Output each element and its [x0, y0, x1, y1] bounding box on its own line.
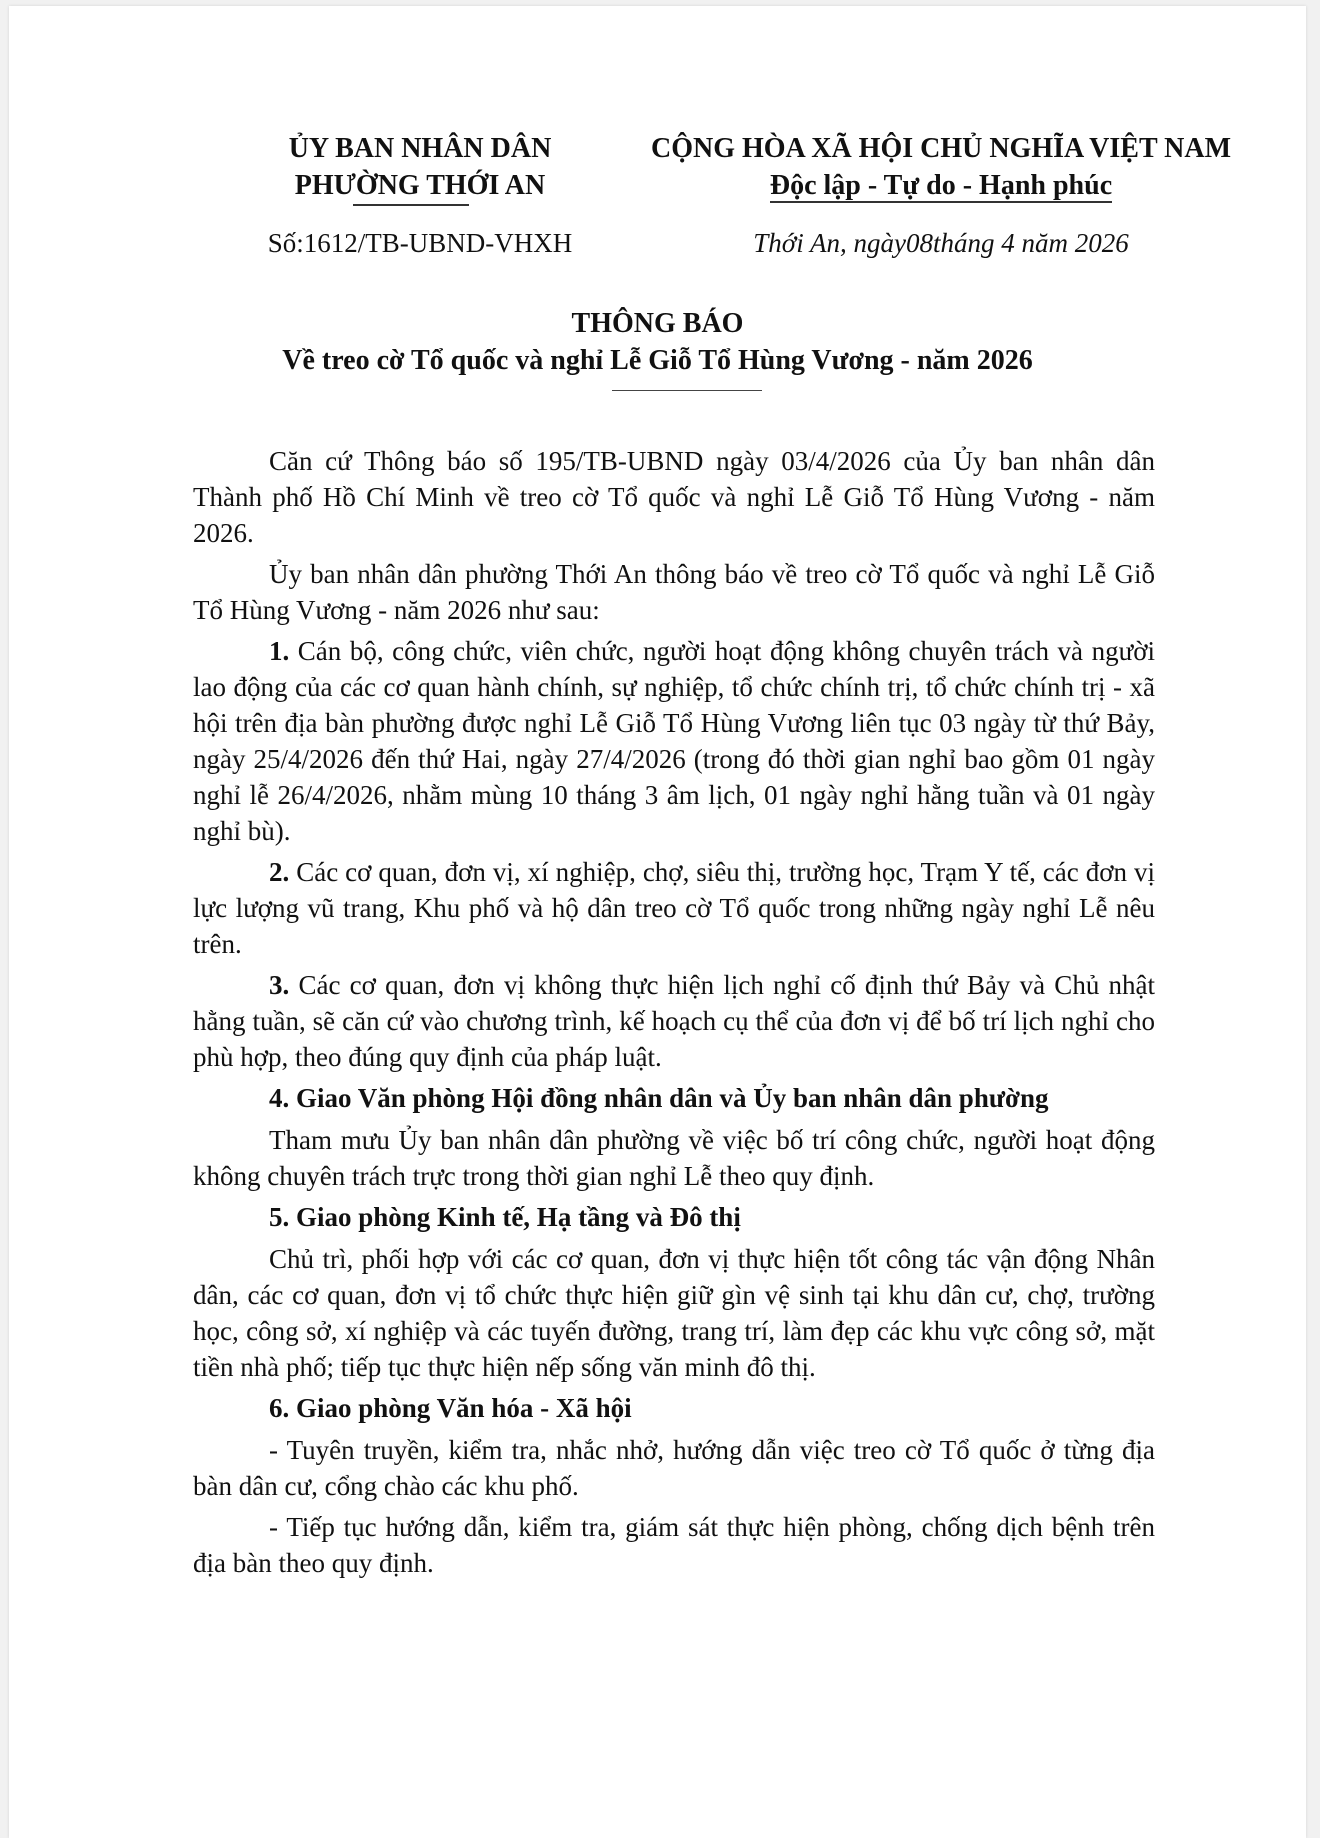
national-motto: Độc lập - Tự do - Hạnh phúc	[769, 170, 1113, 201]
place-date: Thới An, ngày08tháng 4 năm 2026	[753, 228, 1129, 258]
item-4-heading: 4. Giao Văn phòng Hội đồng nhân dân và Ủy ban nhân dân phường	[269, 1083, 1049, 1113]
item-3	[193, 967, 1155, 1075]
document-body	[193, 443, 1155, 1586]
item-2	[193, 854, 1155, 962]
item-1	[193, 633, 1155, 849]
item-4-text: Tham mưu Ủy ban nhân dân phường về việc bố trí công chức, người hoạt động không chuyên trách trực trong thời gian nghỉ Lễ theo quy định.	[193, 1125, 1155, 1191]
document-number: Số:1612/TB-UBND-VHXH	[267, 228, 573, 258]
item-6-bullet-2: - Tiếp tục hướng dẫn, kiểm tra, giám sát thực hiện phòng, chống dịch bệnh trên địa bàn theo quy định.	[193, 1512, 1155, 1578]
item-2-text: Các cơ quan, đơn vị, xí nghiệp, chợ, siêu thị, trường học, Trạm Y tế, các đơn vị lực lượng vũ trang, Khu phố và hộ dân treo cờ Tổ quốc trong những ngày nghỉ Lễ nêu trên.	[193, 857, 1155, 959]
intro-paragraph: Ủy ban nhân dân phường Thới An thông báo về treo cờ Tổ quốc và nghỉ Lễ Giỗ Tổ Hùng Vương - năm 2026 như sau:	[193, 559, 1155, 625]
agency-line-1: ỦY BAN NHÂN DÂN	[288, 133, 552, 164]
agency-line-2: PHƯỜNG THỚI AN	[294, 170, 546, 201]
item-2-number: 2.	[269, 857, 290, 887]
item-1-number: 1.	[269, 636, 290, 666]
item-6-heading: 6. Giao phòng Văn hóa - Xã hội	[269, 1393, 632, 1423]
item-3-number: 3.	[269, 970, 290, 1000]
issuing-agency	[231, 130, 609, 204]
document-page	[9, 6, 1306, 1838]
item-6-bullet-1: - Tuyên truyền, kiểm tra, nhắc nhở, hướng dẫn việc treo cờ Tổ quốc ở từng địa bàn dân cư, cổng chào các khu phố.	[193, 1435, 1155, 1501]
item-5-text: Chủ trì, phối hợp với các cơ quan, đơn vị thực hiện tốt công tác vận động Nhân dân, các cơ quan, đơn vị tổ chức thực hiện giữ gìn vệ sinh tại khu dân cư, chợ, trường học, công sở, xí nghiệp và các tuyến đường, trang trí, làm đẹp các khu vực công sở, mặt tiền nhà phố; tiếp tục thực hiện nếp sống văn minh đô thị.	[193, 1244, 1155, 1382]
document-subtitle: Về treo cờ Tổ quốc và nghỉ Lễ Giỗ Tổ Hùng Vương - năm 2026	[282, 345, 1033, 376]
country-name: CỘNG HÒA XÃ HỘI CHỦ NGHĨA VIỆT NAM	[650, 133, 1232, 164]
title-divider	[612, 390, 762, 391]
preamble-paragraph: Căn cứ Thông báo số 195/TB-UBND ngày 03/4/2026 của Ủy ban nhân dân Thành phố Hồ Chí Minh về treo cờ Tổ quốc và nghỉ Lễ Giỗ Tổ Hùng Vương - năm 2026.	[193, 446, 1155, 548]
item-3-text: Các cơ quan, đơn vị không thực hiện lịch nghỉ cố định thứ Bảy và Chủ nhật hằng tuần, sẽ căn cứ vào chương trình, kế hoạch cụ thể của đơn vị để bố trí lịch nghỉ cho phù hợp, theo đúng quy định của pháp luật.	[193, 970, 1155, 1072]
agency-underline	[353, 204, 469, 206]
item-5-heading: 5. Giao phòng Kinh tế, Hạ tầng và Đô thị	[269, 1202, 741, 1232]
item-1-text: Cán bộ, công chức, viên chức, người hoạt động không chuyên trách và người lao động của các cơ quan hành chính, sự nghiệp, tổ chức chính trị, tổ chức chính trị - xã hội trên địa bàn phường được nghỉ Lễ Giỗ Tổ Hùng Vương liên tục 03 ngày từ thứ Bảy, ngày 25/4/2026 đến thứ Hai, ngày 27/4/2026 (trong đó thời gian nghỉ bao gồm 01 ngày nghỉ lễ 26/4/2026, nhằm mùng 10 tháng 3 âm lịch, 01 ngày nghỉ hằng tuần và 01 ngày nghỉ bù).	[193, 636, 1155, 846]
document-title: THÔNG BÁO	[571, 308, 744, 339]
national-motto-block	[621, 130, 1261, 204]
